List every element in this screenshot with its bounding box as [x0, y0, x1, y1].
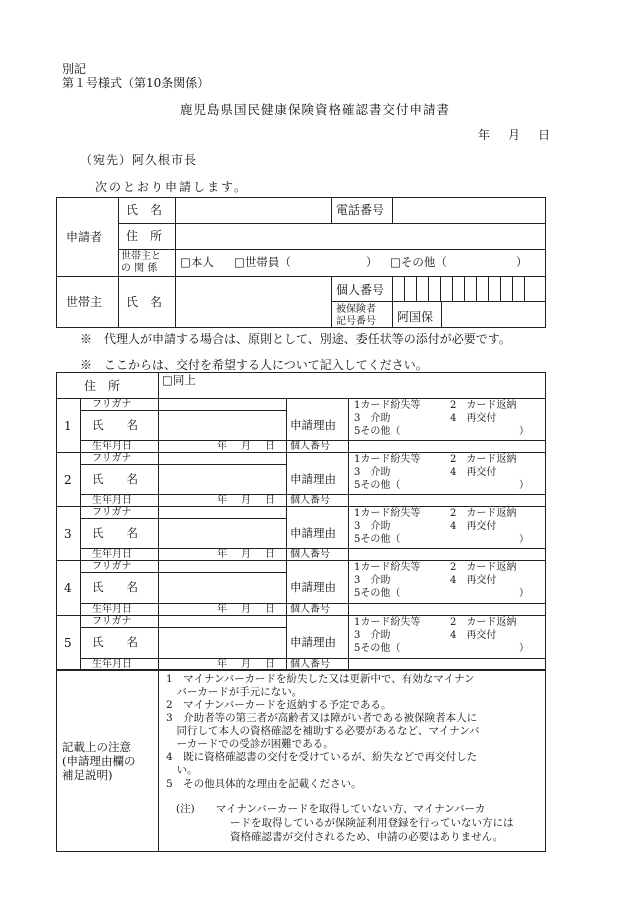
name-field[interactable] — [160, 629, 284, 657]
addressee: （宛先）阿久根市長 — [80, 153, 198, 167]
reason-option-5[interactable]: 5その他（ — [354, 480, 401, 491]
row-number: 2 — [64, 473, 72, 487]
relation-other-close: ） — [516, 255, 528, 269]
instructions-label-line1: 記載上の注意 — [62, 740, 131, 754]
reason-option-2[interactable]: 2 カード返納 — [450, 562, 517, 573]
reason-other-close: ） — [519, 426, 529, 437]
reason-option-1[interactable]: 1カード紛失等 — [354, 562, 421, 573]
birth-label: 生年月日 — [92, 604, 132, 615]
name-field[interactable] — [160, 466, 284, 493]
reason-other-close: ） — [519, 534, 529, 545]
personal-number-field[interactable] — [350, 495, 544, 505]
reason-option-5[interactable]: 5その他（ — [354, 588, 401, 599]
reason-option-1[interactable]: 1カード紛失等 — [354, 400, 421, 411]
name-label: 氏 名 — [92, 472, 138, 486]
reason-label: 申請理由 — [290, 526, 336, 540]
row-number: 4 — [64, 581, 72, 595]
reason-label: 申請理由 — [290, 418, 336, 432]
applicant-name-label: 氏 名 — [126, 203, 163, 217]
row-number: 3 — [64, 527, 72, 541]
reason-label: 申請理由 — [290, 635, 336, 649]
birth-label: 生年月日 — [92, 659, 132, 670]
instruction-line: ーカードでの受診が困難である。 — [166, 738, 334, 750]
personal-number-field[interactable] — [350, 604, 544, 614]
applicant-address-label: 住 所 — [126, 229, 163, 243]
recipient-address-label: 住 所 — [84, 379, 121, 393]
from-here-note: ※ ここからは、交付を希望する人について記入してください。 — [80, 358, 428, 372]
insured-number-field[interactable] — [444, 304, 542, 324]
intro-text: 次のとおり申請します。 — [95, 180, 249, 194]
reason-option-3[interactable]: 3 介助 — [354, 467, 391, 478]
reason-option-4[interactable]: 4 再交付 — [450, 521, 497, 532]
row-number: 1 — [64, 419, 72, 433]
checkbox-icon: □ — [162, 373, 173, 387]
reason-option-5[interactable]: 5その他（ — [354, 426, 401, 437]
same-as-above-checkbox[interactable]: □同上 — [162, 373, 196, 387]
insured-prefix: 阿国保 — [397, 310, 434, 324]
furigana-label: フリガナ — [92, 453, 132, 464]
checkbox-icon: □ — [234, 255, 245, 269]
insured-label-line2: 記号番号 — [336, 316, 376, 327]
relation-other-option[interactable]: □その他（ — [390, 255, 447, 269]
birth-date-field[interactable]: 年 月 日 — [217, 441, 277, 452]
reason-option-5[interactable]: 5その他（ — [354, 534, 401, 545]
instruction-line: バーカードが手元にない。 — [166, 686, 303, 698]
checkbox-icon: □ — [390, 255, 401, 269]
reason-option-2[interactable]: 2 カード返納 — [450, 617, 517, 628]
furigana-field[interactable] — [160, 453, 284, 463]
instruction-line: 2 マイナンバーカードを返納する予定である。 — [166, 699, 392, 711]
birth-label: 生年月日 — [92, 441, 132, 452]
furigana-label: フリガナ — [92, 507, 132, 518]
birth-label: 生年月日 — [92, 495, 132, 506]
name-label: 氏 名 — [92, 526, 138, 540]
householder-name-label: 氏 名 — [126, 295, 163, 309]
row-number: 5 — [64, 636, 72, 650]
instruction-line: 5 その他具体的な理由を記載ください。 — [166, 778, 362, 790]
furigana-label: フリガナ — [92, 561, 132, 572]
name-field[interactable] — [160, 574, 284, 602]
personal-number-label: 個人番号 — [290, 441, 330, 452]
instructions-label-line2: (申請理由欄の — [62, 754, 136, 768]
birth-date-field[interactable]: 年 月 日 — [217, 549, 277, 560]
reason-option-1[interactable]: 1カード紛失等 — [354, 617, 421, 628]
personal-number-label: 個人番号 — [290, 495, 330, 506]
name-label: 氏 名 — [92, 635, 138, 649]
relation-self-option[interactable]: □本人 — [180, 255, 214, 269]
birth-date-field[interactable]: 年 月 日 — [217, 495, 277, 506]
annex-label: 別記 — [62, 62, 87, 76]
reason-option-2[interactable]: 2 カード返納 — [450, 454, 517, 465]
furigana-field[interactable] — [160, 616, 284, 626]
name-label: 氏 名 — [92, 580, 138, 594]
applicant-name-field[interactable] — [180, 201, 328, 221]
furigana-field[interactable] — [160, 399, 284, 409]
personal-number-field[interactable] — [350, 549, 544, 559]
instruction-note-line1: (注) マイナンバーカードを取得していない方、マイナンバーカ — [176, 803, 486, 815]
reason-option-4[interactable]: 4 再交付 — [450, 467, 497, 478]
furigana-field[interactable] — [160, 561, 284, 571]
relation-label-line2: の 関 係 — [121, 263, 158, 274]
instruction-line: 4 既に資格確認書の交付を受けているが、紛失などで再交付した — [166, 751, 478, 763]
reason-option-5[interactable]: 5その他（ — [354, 643, 401, 654]
personal-number-label: 個人番号 — [290, 604, 330, 615]
reason-option-3[interactable]: 3 介助 — [354, 521, 391, 532]
proxy-note: ※ 代理人が申請する場合は、原則として、別途、委任状等の添付が必要です。 — [80, 332, 511, 346]
householder-section-label: 世帯主 — [66, 295, 103, 309]
reason-label: 申請理由 — [290, 472, 336, 486]
reason-option-3[interactable]: 3 介助 — [354, 630, 391, 641]
reason-option-3[interactable]: 3 介助 — [354, 575, 391, 586]
checkbox-icon: □ — [180, 255, 191, 269]
reason-other-close: ） — [519, 588, 529, 599]
form-number: 第１号様式（第10条関係） — [62, 76, 210, 90]
reason-option-4[interactable]: 4 再交付 — [450, 575, 497, 586]
applicant-phone-field[interactable] — [396, 201, 542, 221]
instruction-note-line2: ードを取得しているが保険証利用登録を行っていない方には — [230, 817, 514, 829]
furigana-label: フリガナ — [92, 399, 132, 410]
furigana-label: フリガナ — [92, 616, 132, 627]
name-field[interactable] — [160, 412, 284, 439]
birth-label: 生年月日 — [92, 549, 132, 560]
furigana-field[interactable] — [160, 507, 284, 517]
reason-option-2[interactable]: 2 カード返納 — [450, 508, 517, 519]
instruction-note-line3: 資格確認書が交付されるため、申請の必要はありません。 — [230, 831, 504, 843]
birth-date-field[interactable]: 年 月 日 — [217, 659, 277, 670]
instruction-line: 同行して本人の資格確認を補助する必要があるなど、マイナンバ — [166, 725, 480, 737]
page-title: 鹿児島県国民健康保険資格確認書交付申請書 — [179, 102, 450, 117]
personal-number-label: 個人番号 — [290, 549, 330, 560]
birth-date-field[interactable]: 年 月 日 — [217, 604, 277, 615]
relation-member-option[interactable]: □世帯員（ — [234, 255, 291, 269]
householder-personal-number-label: 個人番号 — [336, 283, 385, 297]
reason-option-4[interactable]: 4 再交付 — [450, 630, 497, 641]
insured-label-line1: 被保険者 — [336, 304, 376, 315]
reason-option-1[interactable]: 1カード紛失等 — [354, 508, 421, 519]
reason-other-close: ） — [519, 480, 529, 491]
application-date: 年 月 日 — [478, 128, 554, 142]
personal-number-label: 個人番号 — [290, 659, 330, 670]
householder-name-field[interactable] — [180, 280, 328, 324]
personal-number-field[interactable] — [350, 659, 544, 669]
relation-member-close: ） — [366, 255, 378, 269]
reason-option-2[interactable]: 2 カード返納 — [450, 400, 517, 411]
instruction-line: い。 — [166, 764, 198, 776]
reason-option-4[interactable]: 4 再交付 — [450, 413, 497, 424]
reason-option-3[interactable]: 3 介助 — [354, 413, 391, 424]
instruction-line: 3 介助者等の第三者が高齢者又は障がい者である被保険者本人に — [166, 712, 478, 724]
personal-number-field[interactable] — [350, 441, 544, 451]
name-field[interactable] — [160, 520, 284, 547]
relation-label-line1: 世帯主と — [121, 251, 161, 262]
reason-other-close: ） — [519, 643, 529, 654]
reason-label: 申請理由 — [290, 580, 336, 594]
applicant-address-field[interactable] — [180, 227, 542, 247]
name-label: 氏 名 — [92, 418, 138, 432]
instructions-label-line3: 補足説明) — [62, 768, 113, 782]
applicant-phone-label: 電話番号 — [336, 203, 385, 217]
applicant-section-label: 申請者 — [66, 230, 103, 244]
instruction-line: 1 マイナンバーカードを紛失した又は更新中で、有効なマイナン — [166, 673, 475, 685]
reason-option-1[interactable]: 1カード紛失等 — [354, 454, 421, 465]
